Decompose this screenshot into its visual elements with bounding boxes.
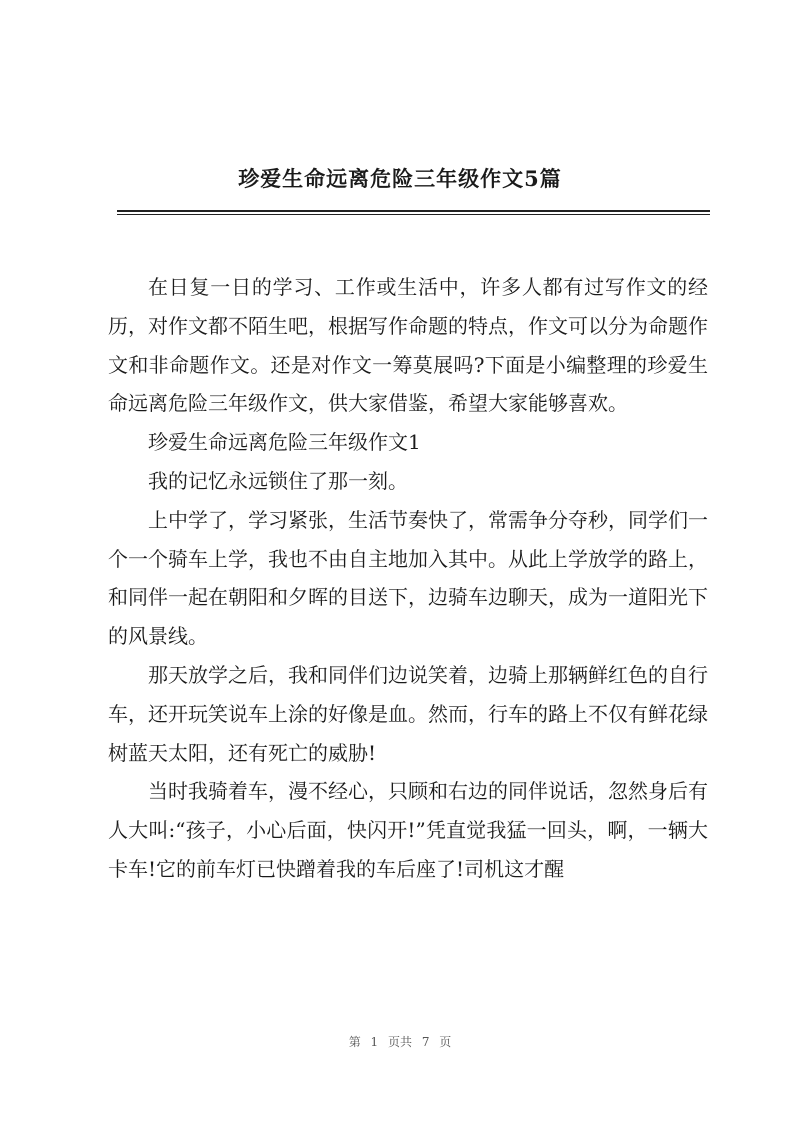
section-heading: 珍爱生命远离危险三年级作文1 (148, 430, 421, 455)
paragraph: 那天放学之后，我和同伴们边说笑着，边骑上那辆鲜红色的自行车，还开玩笑说车上涂的好像是血。然而，行车的路上不仅有鲜花绿树蓝天太阳，还有死亡的威胁! (108, 662, 708, 765)
paragraph: 我的记忆永远锁住了那一刻。 (148, 468, 408, 493)
paragraph-intro: 在日复一日的学习、工作或生活中，许多人都有过写作文的经历，对作文都不陌生吧，根据写作命题的特点，作文可以分为命题作文和非命题作文。还是对作文一筹莫展吗?下面是小编整理的珍爱生命远离危险三年级作文，供大家借鉴，希望大家能够喜欢。 (108, 275, 708, 416)
paragraph: 当时我骑着车，漫不经心，只顾和右边的同伴说话，忽然身后有人大叫:“孩子，小心后面，快闪开!”凭直觉我猛一回头，啊，一辆大卡车!它的前车灯已快蹭着我的车后座了!司机这才醒 (108, 779, 708, 881)
page-footer: 第 1 页共 7 页 (348, 1035, 452, 1049)
paragraph: 上中学了，学习紧张，生活节奏快了，常需争分夺秒，同学们一个一个骑车上学，我也不由自主地加入其中。从此上学放学的路上，和同伴一起在朝阳和夕晖的目送下，边骑车边聊天，成为一道阳光下的风景线。 (108, 507, 708, 649)
title-rule-thick (117, 210, 710, 212)
title-rule-thin (117, 214, 710, 215)
document-title: 珍爱生命远离危险三年级作文5篇 (238, 166, 562, 191)
document-body (108, 268, 708, 889)
